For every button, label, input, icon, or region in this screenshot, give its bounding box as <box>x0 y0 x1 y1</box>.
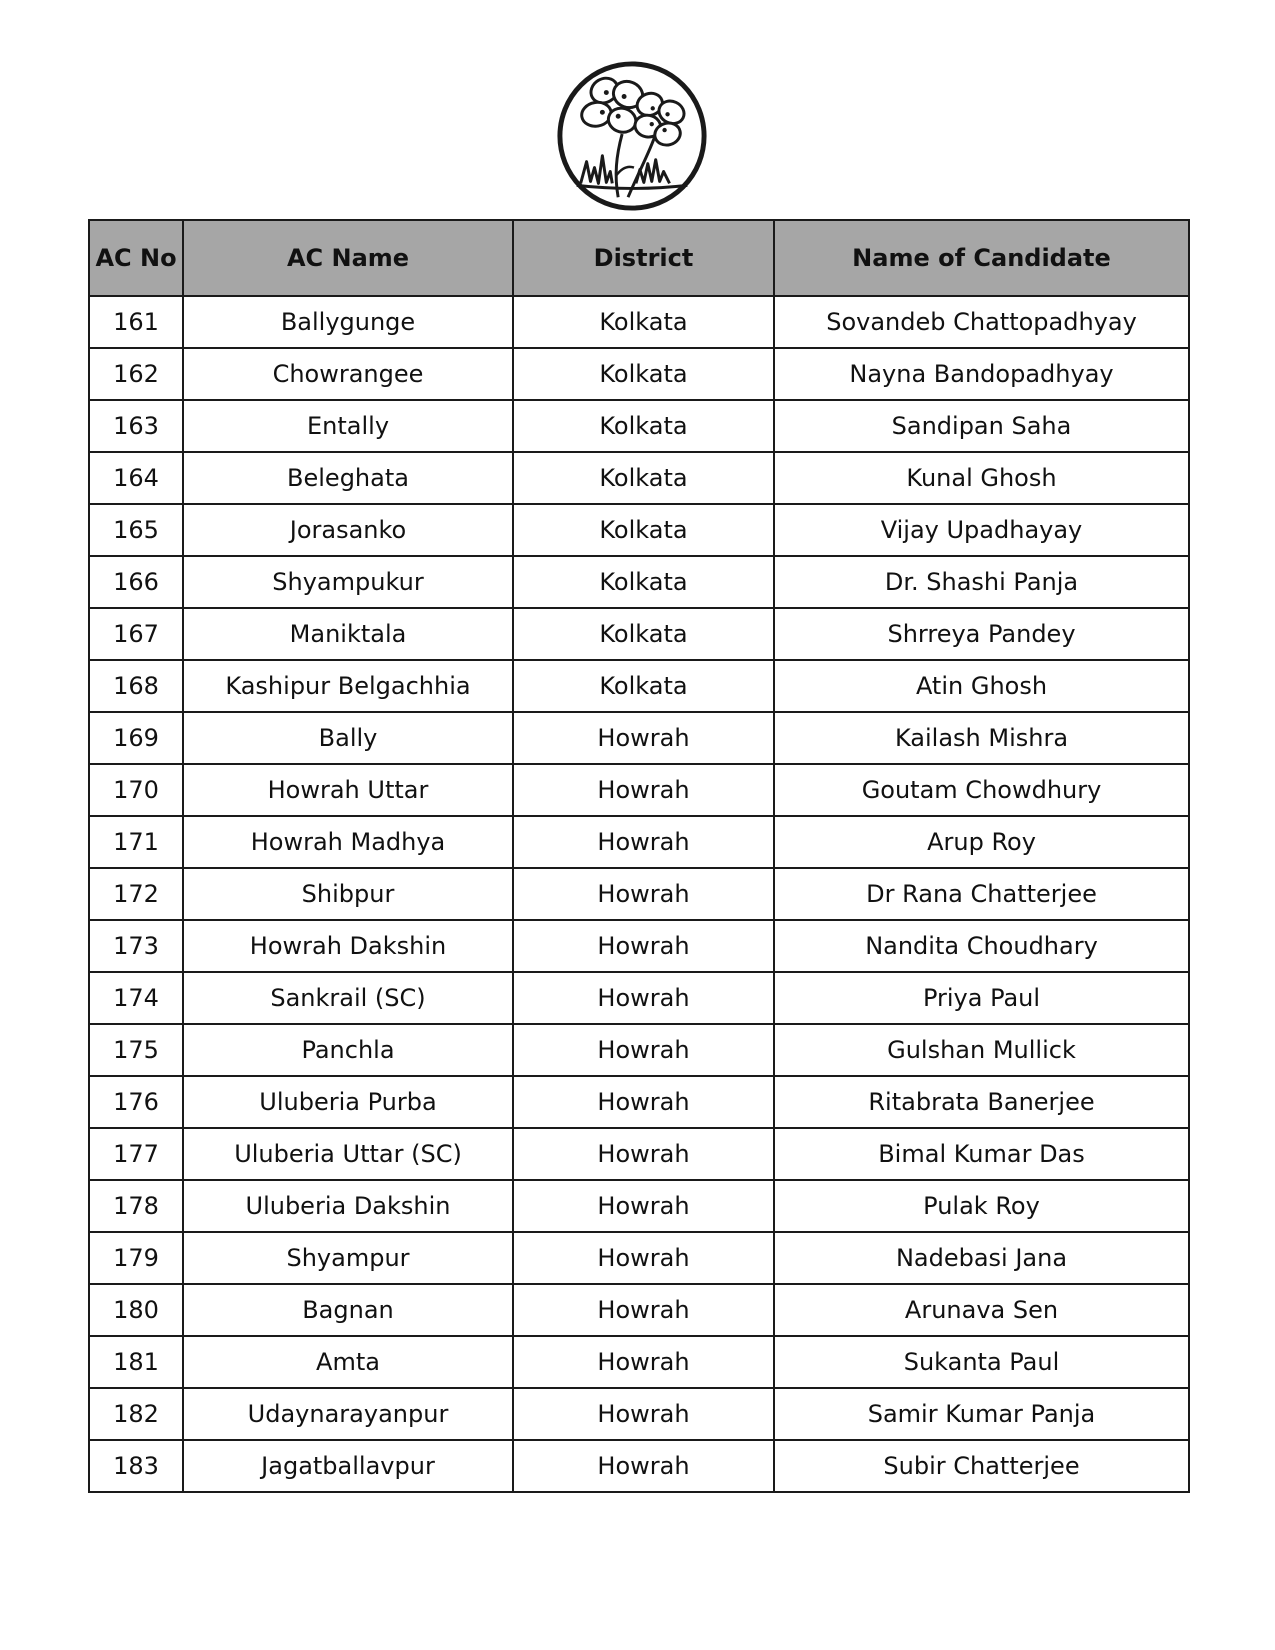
cell-candidate: Pulak Roy <box>774 1180 1189 1232</box>
cell-candidate: Arunava Sen <box>774 1284 1189 1336</box>
cell-ac-name: Maniktala <box>183 608 513 660</box>
cell-district: Howrah <box>513 920 774 972</box>
cell-ac-name: Uluberia Purba <box>183 1076 513 1128</box>
cell-ac-name: Jagatballavpur <box>183 1440 513 1492</box>
cell-ac-no: 181 <box>89 1336 183 1388</box>
twin-flowers-grass-icon <box>553 57 711 215</box>
cell-ac-name: Uluberia Uttar (SC) <box>183 1128 513 1180</box>
cell-district: Howrah <box>513 1232 774 1284</box>
table-row <box>89 816 1189 868</box>
cell-ac-no: 164 <box>89 452 183 504</box>
cell-district: Howrah <box>513 1076 774 1128</box>
table-row <box>89 660 1189 712</box>
cell-ac-name: Panchla <box>183 1024 513 1076</box>
table-row <box>89 1232 1189 1284</box>
cell-district: Kolkata <box>513 504 774 556</box>
cell-ac-no: 173 <box>89 920 183 972</box>
cell-district: Kolkata <box>513 452 774 504</box>
table-row <box>89 504 1189 556</box>
cell-candidate: Ritabrata Banerjee <box>774 1076 1189 1128</box>
cell-ac-no: 162 <box>89 348 183 400</box>
cell-ac-no: 166 <box>89 556 183 608</box>
table-row <box>89 608 1189 660</box>
cell-ac-name: Kashipur Belgachhia <box>183 660 513 712</box>
cell-district: Howrah <box>513 1024 774 1076</box>
cell-ac-no: 168 <box>89 660 183 712</box>
cell-ac-no: 172 <box>89 868 183 920</box>
cell-ac-no: 180 <box>89 1284 183 1336</box>
cell-ac-no: 163 <box>89 400 183 452</box>
cell-candidate: Goutam Chowdhury <box>774 764 1189 816</box>
table-row <box>89 764 1189 816</box>
header-district: District <box>513 220 774 296</box>
table-row <box>89 1076 1189 1128</box>
cell-candidate: Kailash Mishra <box>774 712 1189 764</box>
cell-candidate: Gulshan Mullick <box>774 1024 1189 1076</box>
cell-ac-name: Howrah Uttar <box>183 764 513 816</box>
cell-candidate: Nayna Bandopadhyay <box>774 348 1189 400</box>
cell-ac-name: Entally <box>183 400 513 452</box>
cell-ac-name: Howrah Dakshin <box>183 920 513 972</box>
cell-candidate: Sandipan Saha <box>774 400 1189 452</box>
table-body <box>89 296 1189 1492</box>
cell-district: Kolkata <box>513 296 774 348</box>
table-row <box>89 1440 1189 1492</box>
cell-candidate: Sukanta Paul <box>774 1336 1189 1388</box>
cell-ac-no: 182 <box>89 1388 183 1440</box>
cell-district: Howrah <box>513 868 774 920</box>
table-row <box>89 400 1189 452</box>
header-row <box>89 220 1189 296</box>
cell-ac-name: Shibpur <box>183 868 513 920</box>
table-row <box>89 1388 1189 1440</box>
cell-ac-name: Shyampur <box>183 1232 513 1284</box>
cell-district: Howrah <box>513 712 774 764</box>
cell-ac-no: 175 <box>89 1024 183 1076</box>
cell-candidate: Dr Rana Chatterjee <box>774 868 1189 920</box>
cell-district: Howrah <box>513 1388 774 1440</box>
cell-candidate: Bimal Kumar Das <box>774 1128 1189 1180</box>
table-row <box>89 556 1189 608</box>
table-row <box>89 452 1189 504</box>
cell-ac-no: 174 <box>89 972 183 1024</box>
cell-candidate: Vijay Upadhayay <box>774 504 1189 556</box>
table-row <box>89 1128 1189 1180</box>
cell-ac-no: 167 <box>89 608 183 660</box>
table-row <box>89 972 1189 1024</box>
cell-ac-name: Sankrail (SC) <box>183 972 513 1024</box>
cell-ac-no: 171 <box>89 816 183 868</box>
cell-ac-name: Bally <box>183 712 513 764</box>
cell-ac-name: Chowrangee <box>183 348 513 400</box>
header-ac-no: AC No <box>89 220 183 296</box>
table-row <box>89 348 1189 400</box>
cell-district: Kolkata <box>513 608 774 660</box>
cell-candidate: Arup Roy <box>774 816 1189 868</box>
candidates-table <box>88 219 1190 1493</box>
cell-district: Howrah <box>513 1180 774 1232</box>
table-row <box>89 1284 1189 1336</box>
cell-ac-no: 176 <box>89 1076 183 1128</box>
cell-candidate: Atin Ghosh <box>774 660 1189 712</box>
cell-candidate: Shrreya Pandey <box>774 608 1189 660</box>
cell-district: Kolkata <box>513 660 774 712</box>
table-row <box>89 920 1189 972</box>
cell-ac-no: 183 <box>89 1440 183 1492</box>
cell-ac-no: 177 <box>89 1128 183 1180</box>
table-row <box>89 1336 1189 1388</box>
cell-district: Howrah <box>513 1128 774 1180</box>
cell-ac-name: Uluberia Dakshin <box>183 1180 513 1232</box>
cell-district: Howrah <box>513 1336 774 1388</box>
header-ac-name: AC Name <box>183 220 513 296</box>
cell-ac-no: 169 <box>89 712 183 764</box>
cell-candidate: Subir Chatterjee <box>774 1440 1189 1492</box>
cell-ac-no: 161 <box>89 296 183 348</box>
cell-candidate: Nadebasi Jana <box>774 1232 1189 1284</box>
cell-district: Howrah <box>513 816 774 868</box>
cell-district: Kolkata <box>513 400 774 452</box>
table-row <box>89 1024 1189 1076</box>
cell-candidate: Sovandeb Chattopadhyay <box>774 296 1189 348</box>
table-row <box>89 296 1189 348</box>
table-header <box>89 220 1189 296</box>
cell-ac-name: Beleghata <box>183 452 513 504</box>
cell-ac-name: Howrah Madhya <box>183 816 513 868</box>
cell-district: Howrah <box>513 972 774 1024</box>
cell-district: Kolkata <box>513 348 774 400</box>
cell-district: Kolkata <box>513 556 774 608</box>
table-row <box>89 1180 1189 1232</box>
party-logo <box>553 57 711 215</box>
cell-ac-no: 179 <box>89 1232 183 1284</box>
cell-district: Howrah <box>513 1440 774 1492</box>
cell-ac-name: Ballygunge <box>183 296 513 348</box>
cell-district: Howrah <box>513 1284 774 1336</box>
cell-candidate: Priya Paul <box>774 972 1189 1024</box>
table-row <box>89 712 1189 764</box>
cell-candidate: Kunal Ghosh <box>774 452 1189 504</box>
cell-ac-no: 178 <box>89 1180 183 1232</box>
table-row <box>89 868 1189 920</box>
cell-ac-no: 170 <box>89 764 183 816</box>
cell-ac-name: Shyampukur <box>183 556 513 608</box>
cell-ac-name: Udaynarayanpur <box>183 1388 513 1440</box>
cell-candidate: Dr. Shashi Panja <box>774 556 1189 608</box>
cell-ac-name: Jorasanko <box>183 504 513 556</box>
cell-ac-name: Amta <box>183 1336 513 1388</box>
cell-ac-no: 165 <box>89 504 183 556</box>
cell-candidate: Samir Kumar Panja <box>774 1388 1189 1440</box>
cell-candidate: Nandita Choudhary <box>774 920 1189 972</box>
cell-district: Howrah <box>513 764 774 816</box>
cell-ac-name: Bagnan <box>183 1284 513 1336</box>
header-candidate: Name of Candidate <box>774 220 1189 296</box>
